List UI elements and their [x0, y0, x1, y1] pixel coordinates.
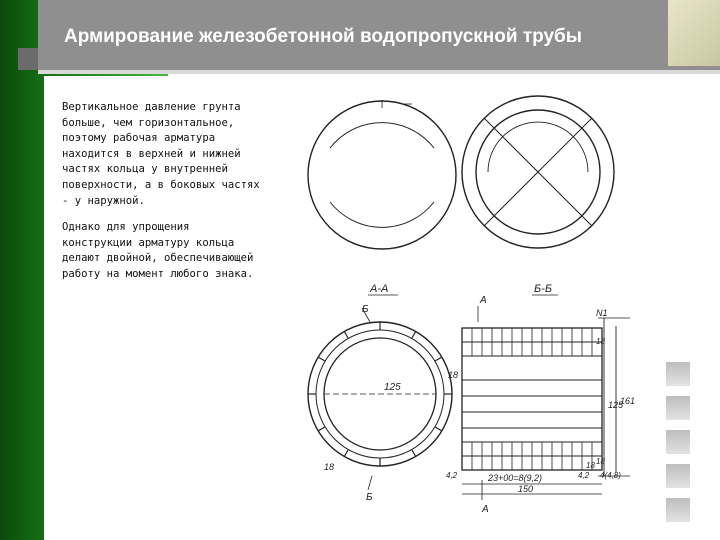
decor-square [666, 362, 690, 386]
dim-4-2-right: 4,2 [578, 471, 590, 480]
dim-150: 150 [518, 484, 534, 494]
decorative-squares [666, 362, 690, 532]
decor-square [666, 464, 690, 488]
dim-n1: N1 [596, 308, 608, 318]
dim-161: 161 [620, 396, 636, 406]
decor-square [666, 396, 690, 420]
decor-square [666, 430, 690, 454]
dim-18-small: 18 [586, 461, 595, 470]
label-b-bottom: Б [366, 492, 373, 503]
diagram-ring-double-reinforcement [462, 96, 614, 248]
section-aa-label: А-А [370, 283, 389, 295]
paragraph-simplification: Однако для упрощения конструкции арматуру кольца делают двойной, обеспечивающей работу на момент любого знака. [62, 221, 254, 280]
paragraph-pressure: Вертикальное давление грунта больше, чем горизонтальное, поэтому рабочая арматура находится в верхней и нижней частях кольца у внутренней поверхности, а в боковых частях - у наружной. [62, 101, 260, 207]
dim-18-right: 18 [448, 370, 459, 380]
dim-step: 23+00=8(9,2) [488, 473, 543, 483]
dim-18-bottom: 18 [596, 457, 605, 466]
dim-4-8: 4(4,8) [600, 471, 621, 480]
label-a-top: А [480, 295, 487, 306]
dim-4-2-left: 4,2 [446, 471, 458, 480]
dim-18-left: 18 [324, 462, 335, 472]
dim-18-top: 18 [596, 337, 605, 346]
decor-square [666, 498, 690, 522]
label-b-top: Б [362, 304, 369, 315]
dim-125-side: 125 [608, 400, 624, 410]
label-a-bottom: А [482, 504, 489, 515]
section-bb-label: Б-Б [534, 283, 552, 295]
slide-title: Армирование железобетонной водопропускной трубы [64, 26, 583, 47]
dim-125-diameter: 125 [384, 382, 401, 393]
diagram-ring-inner-reinforcement [308, 100, 456, 249]
